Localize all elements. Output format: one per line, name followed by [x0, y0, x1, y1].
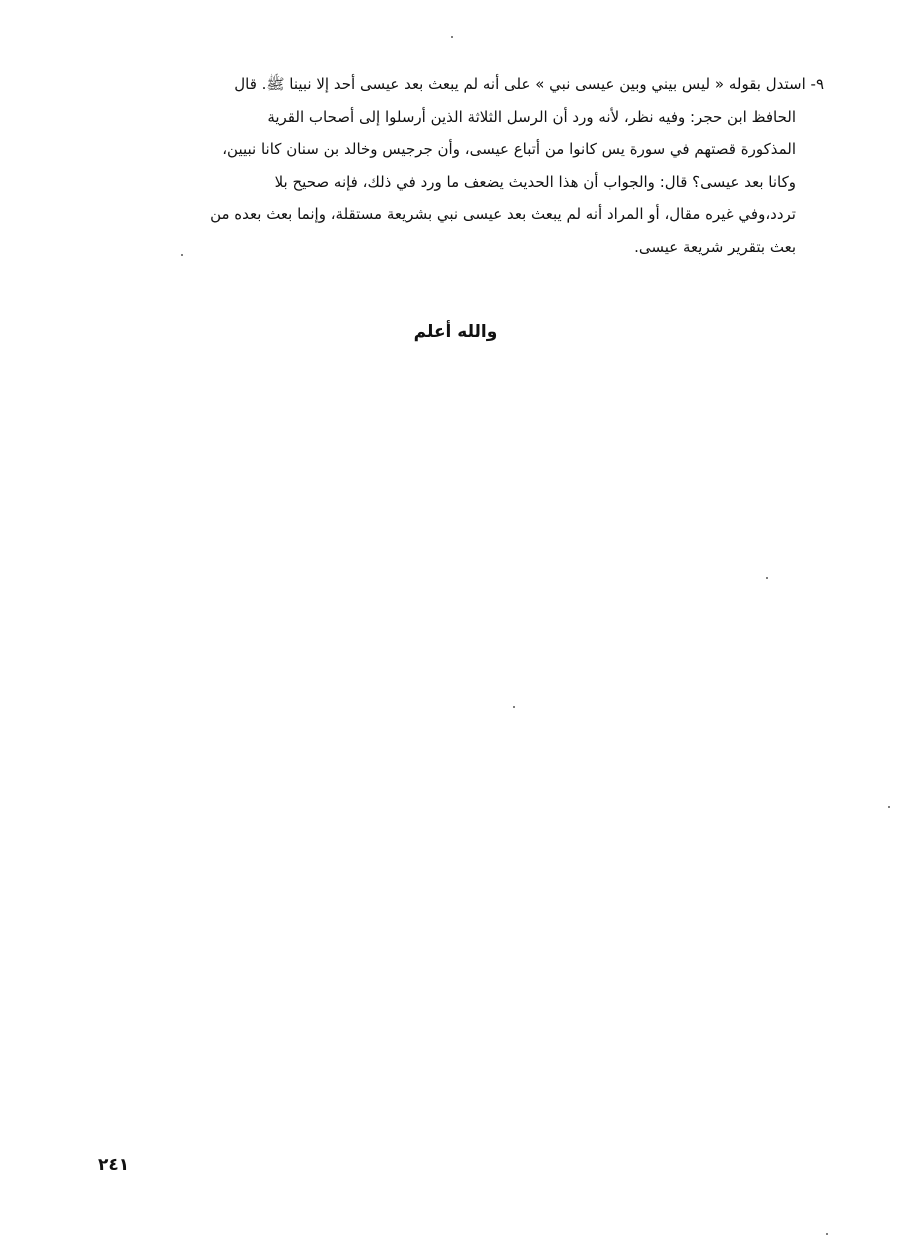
scan-speck [826, 1233, 828, 1235]
paragraph-line: وكانا بعد عيسى؟ قال: والجواب أن هذا الحديث يضعف ما ورد في ذلك، فإنه صحيح بلا [274, 172, 796, 191]
scan-speck [181, 254, 183, 256]
scan-speck [766, 577, 768, 579]
paragraph-line: تردد،وفي غيره مقال، أو المراد أنه لم يبعث بعد عيسى نبي بشريعة مستقلة، وإنما بعث بعده من [210, 205, 796, 223]
scan-speck [888, 806, 890, 808]
body-paragraph [96, 68, 824, 263]
scan-speck [451, 36, 453, 38]
scan-speck [513, 706, 515, 708]
paragraph-line: الحافظ ابن حجر: وفيه نظر، لأنه ورد أن الرسل الثلاثة الذين أرسلوا إلى أصحاب القرية [267, 107, 796, 126]
page-number: ٢٤١ [98, 1155, 130, 1175]
paragraph-line: بعث بتقرير شريعة عيسى. [634, 237, 796, 256]
closing-phrase: والله أعلم [413, 322, 498, 342]
paragraph-line: ٩- استدل بقوله « ليس بيني وبين عيسى نبي » على أنه لم يبعث بعد عيسى أحد إلا نبينا ﷺ. قال [234, 75, 824, 93]
paragraph-line: المذكورة قصتهم في سورة يس كانوا من أتباع عيسى، وأن جرجيس وخالد بن سنان كانا نبيين، [222, 140, 796, 158]
